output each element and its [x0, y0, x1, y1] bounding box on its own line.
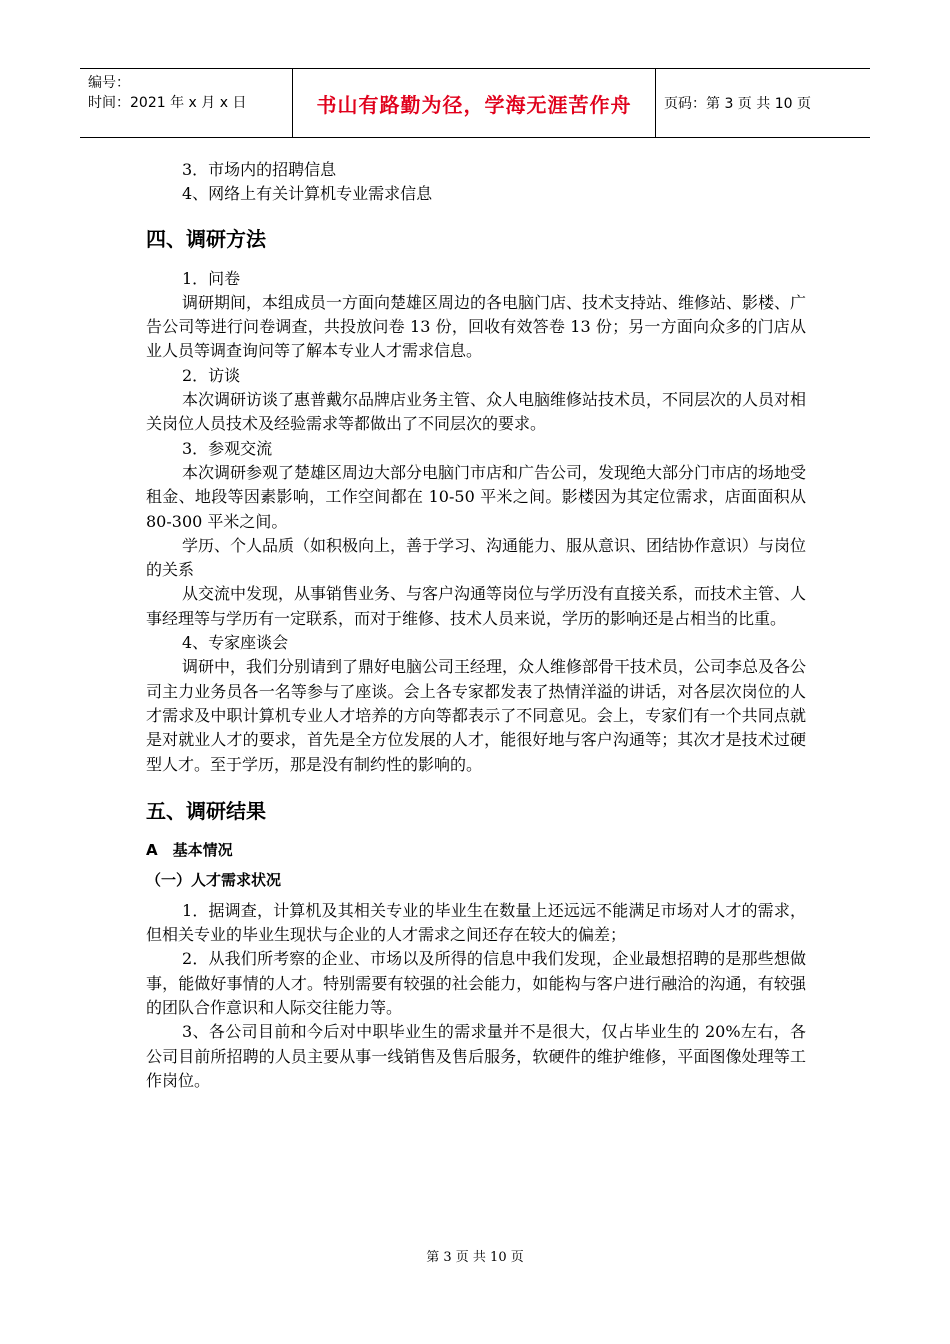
method-interview-text: 本次调研访谈了惠普戴尔品牌店业务主管、众人电脑维修站技术员，不同层次的人员对相关岗位人员技术及经验需求等都做出了不同层次的要求。 [146, 390, 807, 434]
method-visit-text-2: 学历、个人品质（如积极向上，善于学习、沟通能力、服从意识、团结协作意识）与岗位的关系 [146, 535, 807, 580]
method-visit-heading: 3．参观交流 [182, 438, 273, 458]
document-body [146, 158, 806, 1093]
page-header [80, 68, 870, 138]
method-questionnaire-heading: 1．问卷 [182, 268, 241, 288]
method-panel-text: 调研中，我们分别请到了鼎好电脑公司王经理，众人维修部骨干技术员，公司李总及各公司主力业务员各一名等参与了座谈。会上各专家都发表了热情洋溢的讲话，对各层次岗位的人才需求及中职计算机专业人才培养的方向等都表示了不同意见。会上，专家们有一个共同点就是对就业人才的要求，首先是全方位发展的人才，能很好地与客户沟通等；其次才是技术过硬型人才。至于学历，那是没有制约性的影响的。 [146, 657, 807, 774]
page-footer: 第 3 页 共 10 页 [426, 1250, 524, 1265]
method-questionnaire-text: 调研期间，本组成员一方面向楚雄区周边的各电脑门店、技术支持站、维修站、影楼、广告公司等进行问卷调查，共投放问卷 13 份，回收有效答卷 13 份；另一方面向众多的门店从业人员等调查询问等了解本专业人才需求信息。 [146, 292, 807, 361]
result-paragraph-2: 2．从我们所考察的企业、市场以及所得的信息中我们发现，企业最想招聘的是那些想做事，能做好事情的人才。特别需要有较强的社会能力，如能构与客户进行融洽的沟通，有较强的团队合作意识和人际交往能力等。 [146, 949, 806, 1018]
method-panel-heading: 4、专家座谈会 [182, 633, 289, 653]
method-interview-heading: 2．访谈 [182, 365, 241, 385]
header-number: 编号： [88, 75, 130, 91]
subsection-basic-info: A 基本情况 [146, 840, 233, 859]
list-item: 4、网络上有关计算机专业需求信息 [182, 184, 433, 204]
result-paragraph-1: 1．据调查，计算机及其相关专业的毕业生在数量上还远远不能满足市场对人才的需求，但相关专业的毕业生现状与企业的人才需求之间还存在较大的偏差； [146, 900, 806, 945]
method-visit-text: 本次调研参观了楚雄区周边大部分电脑门市店和广告公司，发现绝大部分门市店的场地受租金、地段等因素影响，工作空间都在 10-50 平米之间。影楼因为其定位需求，店面面积从 80-300 平米之间。 [146, 462, 807, 531]
header-page-info: 页码：第 3 页 共 10 页 [664, 96, 811, 112]
header-meta [88, 73, 288, 113]
method-visit-text-3: 从交流中发现，从事销售业务、与客户沟通等岗位与学历没有直接关系，而技术主管、人事经理等与学历有一定联系，而对于维修、技术人员来说，学历的影响还是占相当的比重。 [146, 584, 807, 628]
header-time: 时间：2021 年 x 月 x 日 [88, 95, 247, 111]
list-item: 3．市场内的招聘信息 [182, 160, 337, 179]
section-heading-results: 五、调研结果 [146, 798, 266, 823]
subsection-talent-demand: （一）人才需求状况 [146, 870, 282, 889]
section-heading-methods: 四、调研方法 [146, 226, 266, 251]
result-paragraph-3: 3、各公司目前和今后对中职毕业生的需求量并不是很大，仅占毕业生的 20%左右，各公司目前所招聘的人员主要从事一线销售及售后服务，软硬件的维护维修，平面图像处理等工作岗位。 [146, 1022, 806, 1090]
header-motto: 书山有路勤为径，学海无涯苦作舟 [292, 69, 656, 137]
